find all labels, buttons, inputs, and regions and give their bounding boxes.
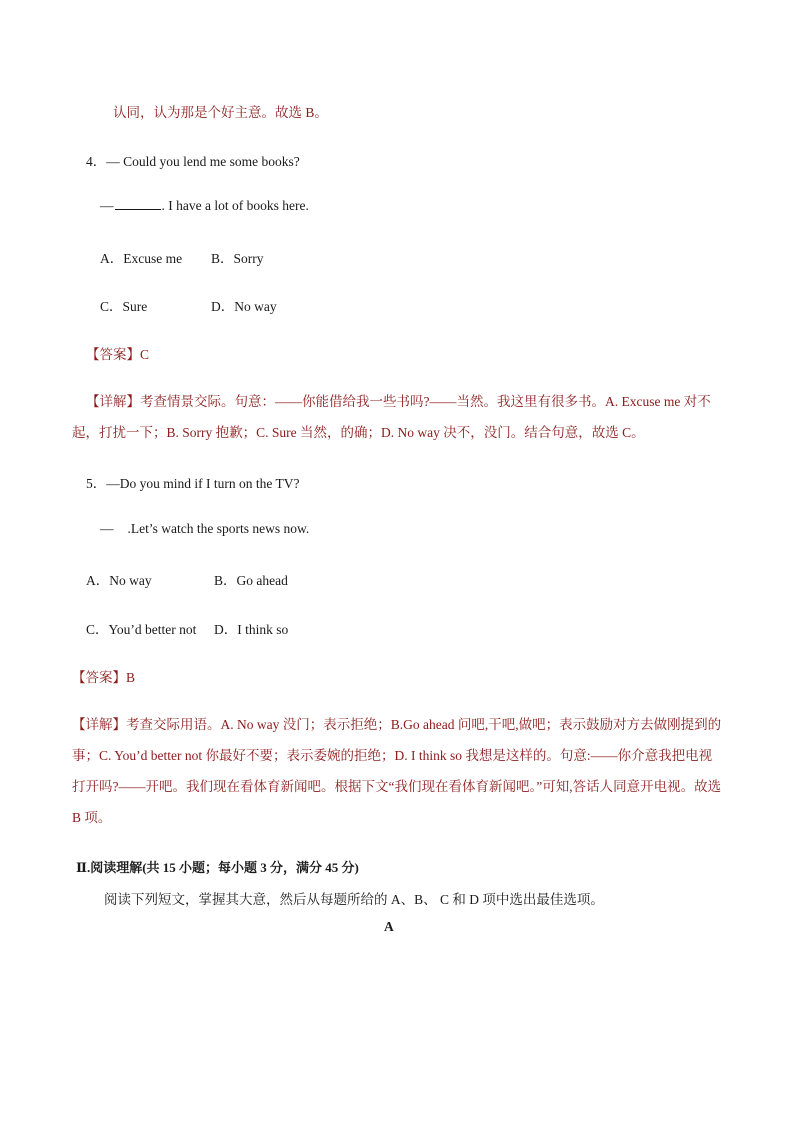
detail-text: 考查情景交际。句意：——你能借给我一些书吗?——当然。我这里有很多书。A. Excuse me 对不起，打扰一下；B. Sorry 抱歉；C. Sure 当然，的确；D. No way 决不，没门。结合句意，故选 C。 — [72, 394, 711, 440]
detail-tag: 【详解】 — [86, 394, 140, 409]
option-d: D．No way — [211, 299, 277, 314]
answer-line — [86, 343, 149, 363]
reply-dash: — — [100, 521, 114, 536]
option-a: A．Excuse me — [100, 251, 183, 266]
detail-paragraph — [72, 386, 724, 448]
option-a: A．No way — [86, 573, 152, 588]
option-c: C．You’d better not — [86, 622, 197, 637]
question-5-reply — [100, 521, 309, 537]
option-d: D．I think so — [214, 622, 289, 637]
reply-text: . I have a lot of books here. — [161, 198, 309, 213]
question-4-stem: 4．— Could you lend me some books? — [86, 154, 300, 169]
detail-tag: 【详解】 — [72, 717, 126, 732]
answer-value: C — [140, 347, 150, 362]
option-b: B．Go ahead — [214, 573, 288, 588]
answer-tag: 【答案】 — [86, 347, 140, 362]
section-instruction: 阅读下列短文，掌握其大意，然后从每题所给的 A、B、 C 和 D 项中选出最佳选项。 — [104, 892, 604, 907]
passage-label: A — [384, 919, 394, 934]
reply-dash: — — [100, 198, 114, 213]
answer-blank — [115, 198, 161, 210]
detail-paragraph — [72, 709, 724, 833]
question-5-stem: 5．—Do you mind if I turn on the TV? — [86, 476, 300, 491]
answer-tag: 【答案】 — [72, 670, 126, 685]
answer-line — [72, 666, 135, 686]
answer-value: B — [126, 670, 136, 685]
q3-explanation-tail: 认同，认为那是个好主意。故选 B。 — [113, 105, 328, 120]
option-c: C．Sure — [100, 299, 148, 314]
detail-text: 考查交际用语。A. No way 没门；表示拒绝；B.Go ahead 问吧,干吧,做吧；表示鼓励对方去做刚提到的事；C. You’d better not 你最好不要；表示委婉的拒绝；D. I think so 我想是这样的。句意:——你介意我把电视打开吗?——开吧。我们现在看体育新闻吧。根据下文“我们现在看体育新闻吧。”可知,答话人同意开电视。故选 B 项。 — [72, 717, 722, 825]
option-b: B．Sorry — [211, 251, 264, 266]
section-heading: Ⅱ.阅读理解(共 15 小题；每小题 3 分，满分 45 分) — [76, 860, 359, 875]
question-4-reply — [100, 198, 309, 214]
reply-text: .Let’s watch the sports news now. — [127, 521, 310, 536]
